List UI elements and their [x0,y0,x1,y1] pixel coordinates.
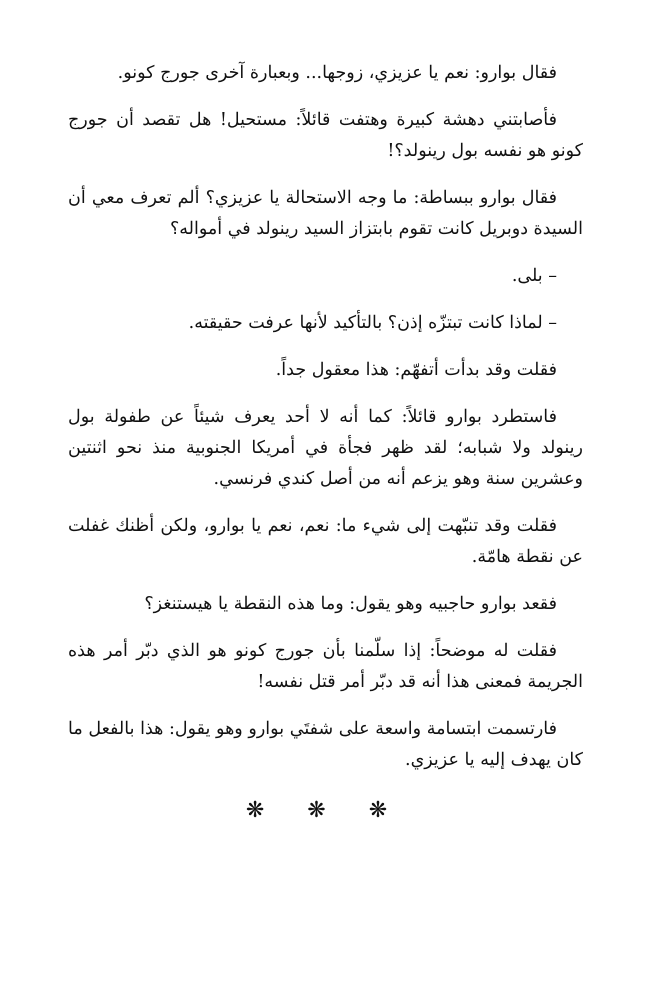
paragraph-6: فقلت وقد بدأت أتفهّم: هذا معقول جداً. [275,360,557,380]
paragraph-10: فقلت له موضحاً: إذا سلّمنا بأن جورج كونو هو الذي دبّر أمر هذه الجريمة فمعنى هذا أنه قد دبّر أمر قتل نفسه! [68,641,583,692]
page-content [68,58,583,823]
paragraph-4: – بلى. [511,266,557,286]
paragraph-9: فقعد بوارو حاجبيه وهو يقول: وما هذه النقطة يا هيستنغز؟ [144,594,557,614]
paragraph-7: فاستطرد بوارو قائلاً: كما أنه لا أحد يعرف شيئاً عن طفولة بول رينولد ولا شبابه؛ لقد ظهر فجأة في أمريكا الجنوبية منذ نحو اثنتين وعشرين سنة وهو يزعم أنه من أصل كندي فرنسي. [68,407,583,489]
section-separator: ❋ ❋ ❋ [245,798,406,823]
paragraph-5: – لماذا كانت تبتزّه إذن؟ بالتأكيد لأنها عرفت حقيقته. [188,313,557,333]
paragraph-8: فقلت وقد تنبّهت إلى شيء ما: نعم، نعم يا بوارو، ولكن أظنك غفلت عن نقطة هامّة. [68,516,583,567]
paragraph-3: فقال بوارو ببساطة: ما وجه الاستحالة يا عزيزي؟ ألم تعرف معي أن السيدة دوبريل كانت تقوم بابتزاز السيد رينولد في أمواله؟ [68,188,583,239]
paragraph-11: فارتسمت ابتسامة واسعة على شفتَي بوارو وهو يقول: هذا بالفعل ما كان يهدف إليه يا عزيزي. [68,719,583,770]
paragraph-2: فأصابتني دهشة كبيرة وهتفت قائلاً: مستحيل! هل تقصد أن جورج كونو هو نفسه بول رينولد؟! [68,110,583,161]
paragraph-1: فقال بوارو: نعم يا عزيزي، زوجها... وبعبارة آخرى جورج كونو. [117,63,557,83]
